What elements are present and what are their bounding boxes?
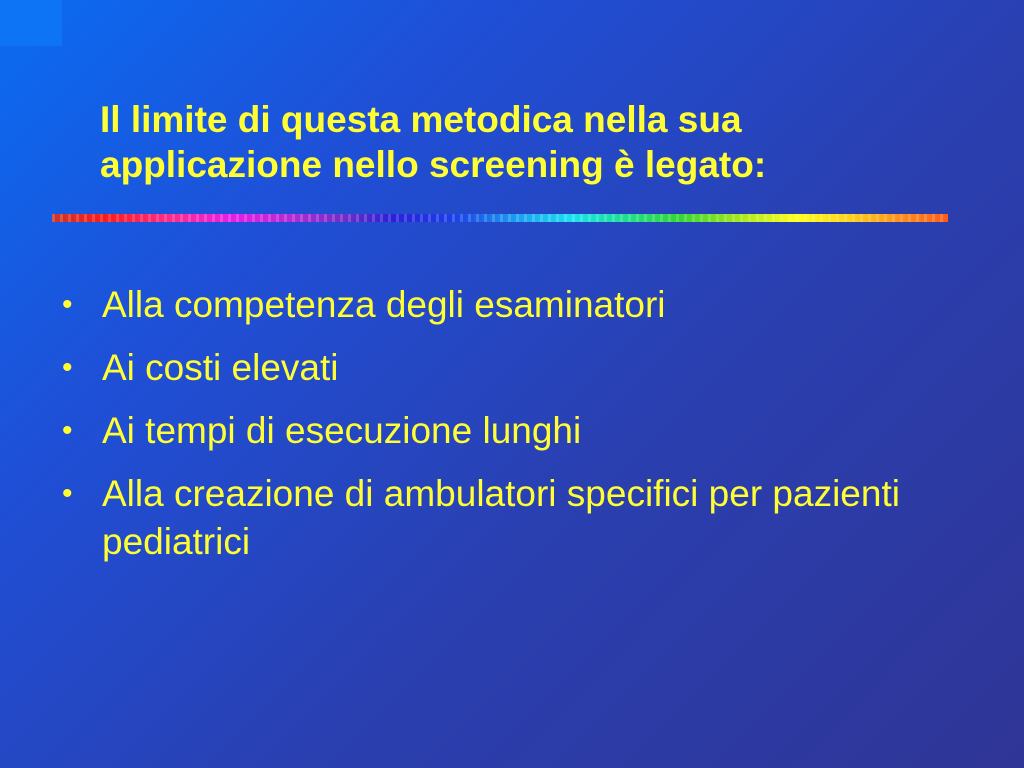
bullet-text: Alla competenza degli esaminatori [102, 284, 666, 325]
bullet-icon: • [62, 477, 73, 510]
bullet-item-3 [60, 407, 960, 455]
title-line-1: Il limite di questa metodica nella sua [100, 99, 742, 140]
bullet-text: Alla creazione di ambulatori specifici per pazienti pediatrici [102, 473, 900, 562]
bullet-item-1 [60, 281, 960, 329]
bullet-text: Ai tempi di esecuzione lunghi [102, 410, 582, 451]
corner-decoration [0, 0, 62, 46]
bullet-text: Ai costi elevati [102, 347, 339, 388]
bullet-icon: • [62, 288, 73, 321]
bullet-icon: • [62, 351, 73, 384]
bullet-item-4 [60, 470, 960, 566]
bullet-icon: • [62, 414, 73, 447]
rainbow-divider [52, 214, 948, 222]
bullet-item-2 [60, 344, 960, 392]
title-line-2: applicazione nello screening è legato: [100, 144, 767, 185]
bullet-list [60, 281, 960, 581]
slide-title [100, 97, 980, 187]
